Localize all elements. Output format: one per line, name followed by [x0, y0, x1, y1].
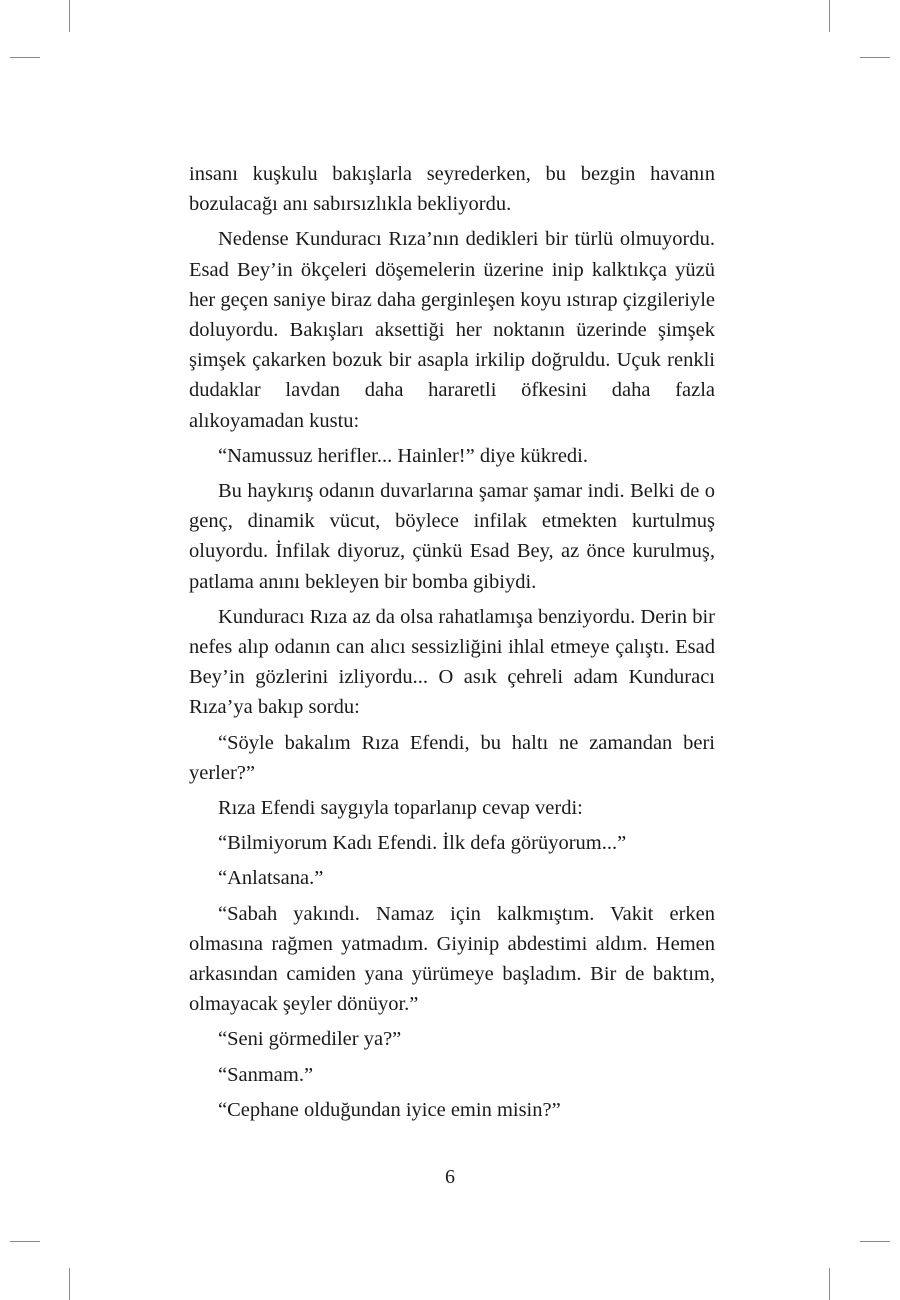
crop-mark-bottom-right: [829, 1268, 830, 1300]
dialogue-line: “Bilmiyorum Kadı Efendi. İlk defa görüyorum...”: [218, 832, 627, 855]
crop-mark-right-bottom: [860, 1241, 890, 1242]
dialogue-line: “Anlatsana.”: [218, 867, 324, 890]
paragraph: insanı kuşkulu bakışlarla seyrederken, bu bezgin havanın bozulacağı anı sabırsızlıkla bekliyordu.: [189, 163, 715, 216]
crop-mark-top-left: [69, 0, 70, 32]
dialogue-line: “Seni görmediler ya?”: [218, 1028, 402, 1051]
dialogue-line: “Sabah yakındı. Namaz için kalkmıştım. Vakit erken olmasına rağmen yatmadım. Giyinip abdestimi aldım. Hemen arkasından camiden yana yürümeye başladım. Bir de baktım, olmayacak şeyler dönüyor.”: [189, 902, 715, 1016]
dialogue-line: “Namussuz herifler... Hainler!” diye kükredi.: [218, 444, 589, 467]
paragraph: Rıza Efendi saygıyla toparlanıp cevap verdi:: [218, 797, 583, 820]
crop-mark-top-right: [829, 0, 830, 32]
dialogue-line: “Söyle bakalım Rıza Efendi, bu haltı ne zamandan beri yerler?”: [189, 731, 715, 784]
book-page-body: [189, 159, 715, 1130]
paragraph: Kunduracı Rıza az da olsa rahatlamışa benziyordu. Derin bir nefes alıp odanın can alıcı sessizliğini ihlal etmeye çalıştı. Esad Bey’in gözlerini izliyordu... O asık çehreli adam Kunduracı Rıza’ya bakıp sordu:: [189, 605, 715, 719]
page-number: 6: [445, 1166, 455, 1188]
crop-mark-bottom-left: [69, 1268, 70, 1300]
crop-mark-left-top: [10, 57, 40, 58]
crop-mark-right-top: [860, 57, 890, 58]
crop-mark-left-bottom: [10, 1241, 40, 1242]
dialogue-line: “Cephane olduğundan iyice emin misin?”: [218, 1098, 561, 1121]
dialogue-line: “Sanmam.”: [218, 1063, 314, 1086]
paragraph: Nedense Kunduracı Rıza’nın dedikleri bir türlü olmuyordu. Esad Bey’in ökçeleri döşemelerin üzerine inip kalktıkça yüzü her geçen saniye biraz daha gerginleşen koyu ıstırap çizgileriyle doluyordu. Bakışları aksettiği her noktanın üzerinde şimşek şimşek çakarken bozuk bir asapla irkilip doğruldu. Uçuk renkli dudaklar lavdan daha hararetli öfkesini daha fazla alıkoyamadan kustu:: [189, 228, 715, 432]
paragraph: Bu haykırış odanın duvarlarına şamar şamar indi. Belki de o genç, dinamik vücut, böylece infilak etmekten kurtulmuş oluyordu. İnfilak diyoruz, çünkü Esad Bey, az önce kurulmuş, patlama anını bekleyen bir bomba gibiydi.: [189, 480, 715, 593]
